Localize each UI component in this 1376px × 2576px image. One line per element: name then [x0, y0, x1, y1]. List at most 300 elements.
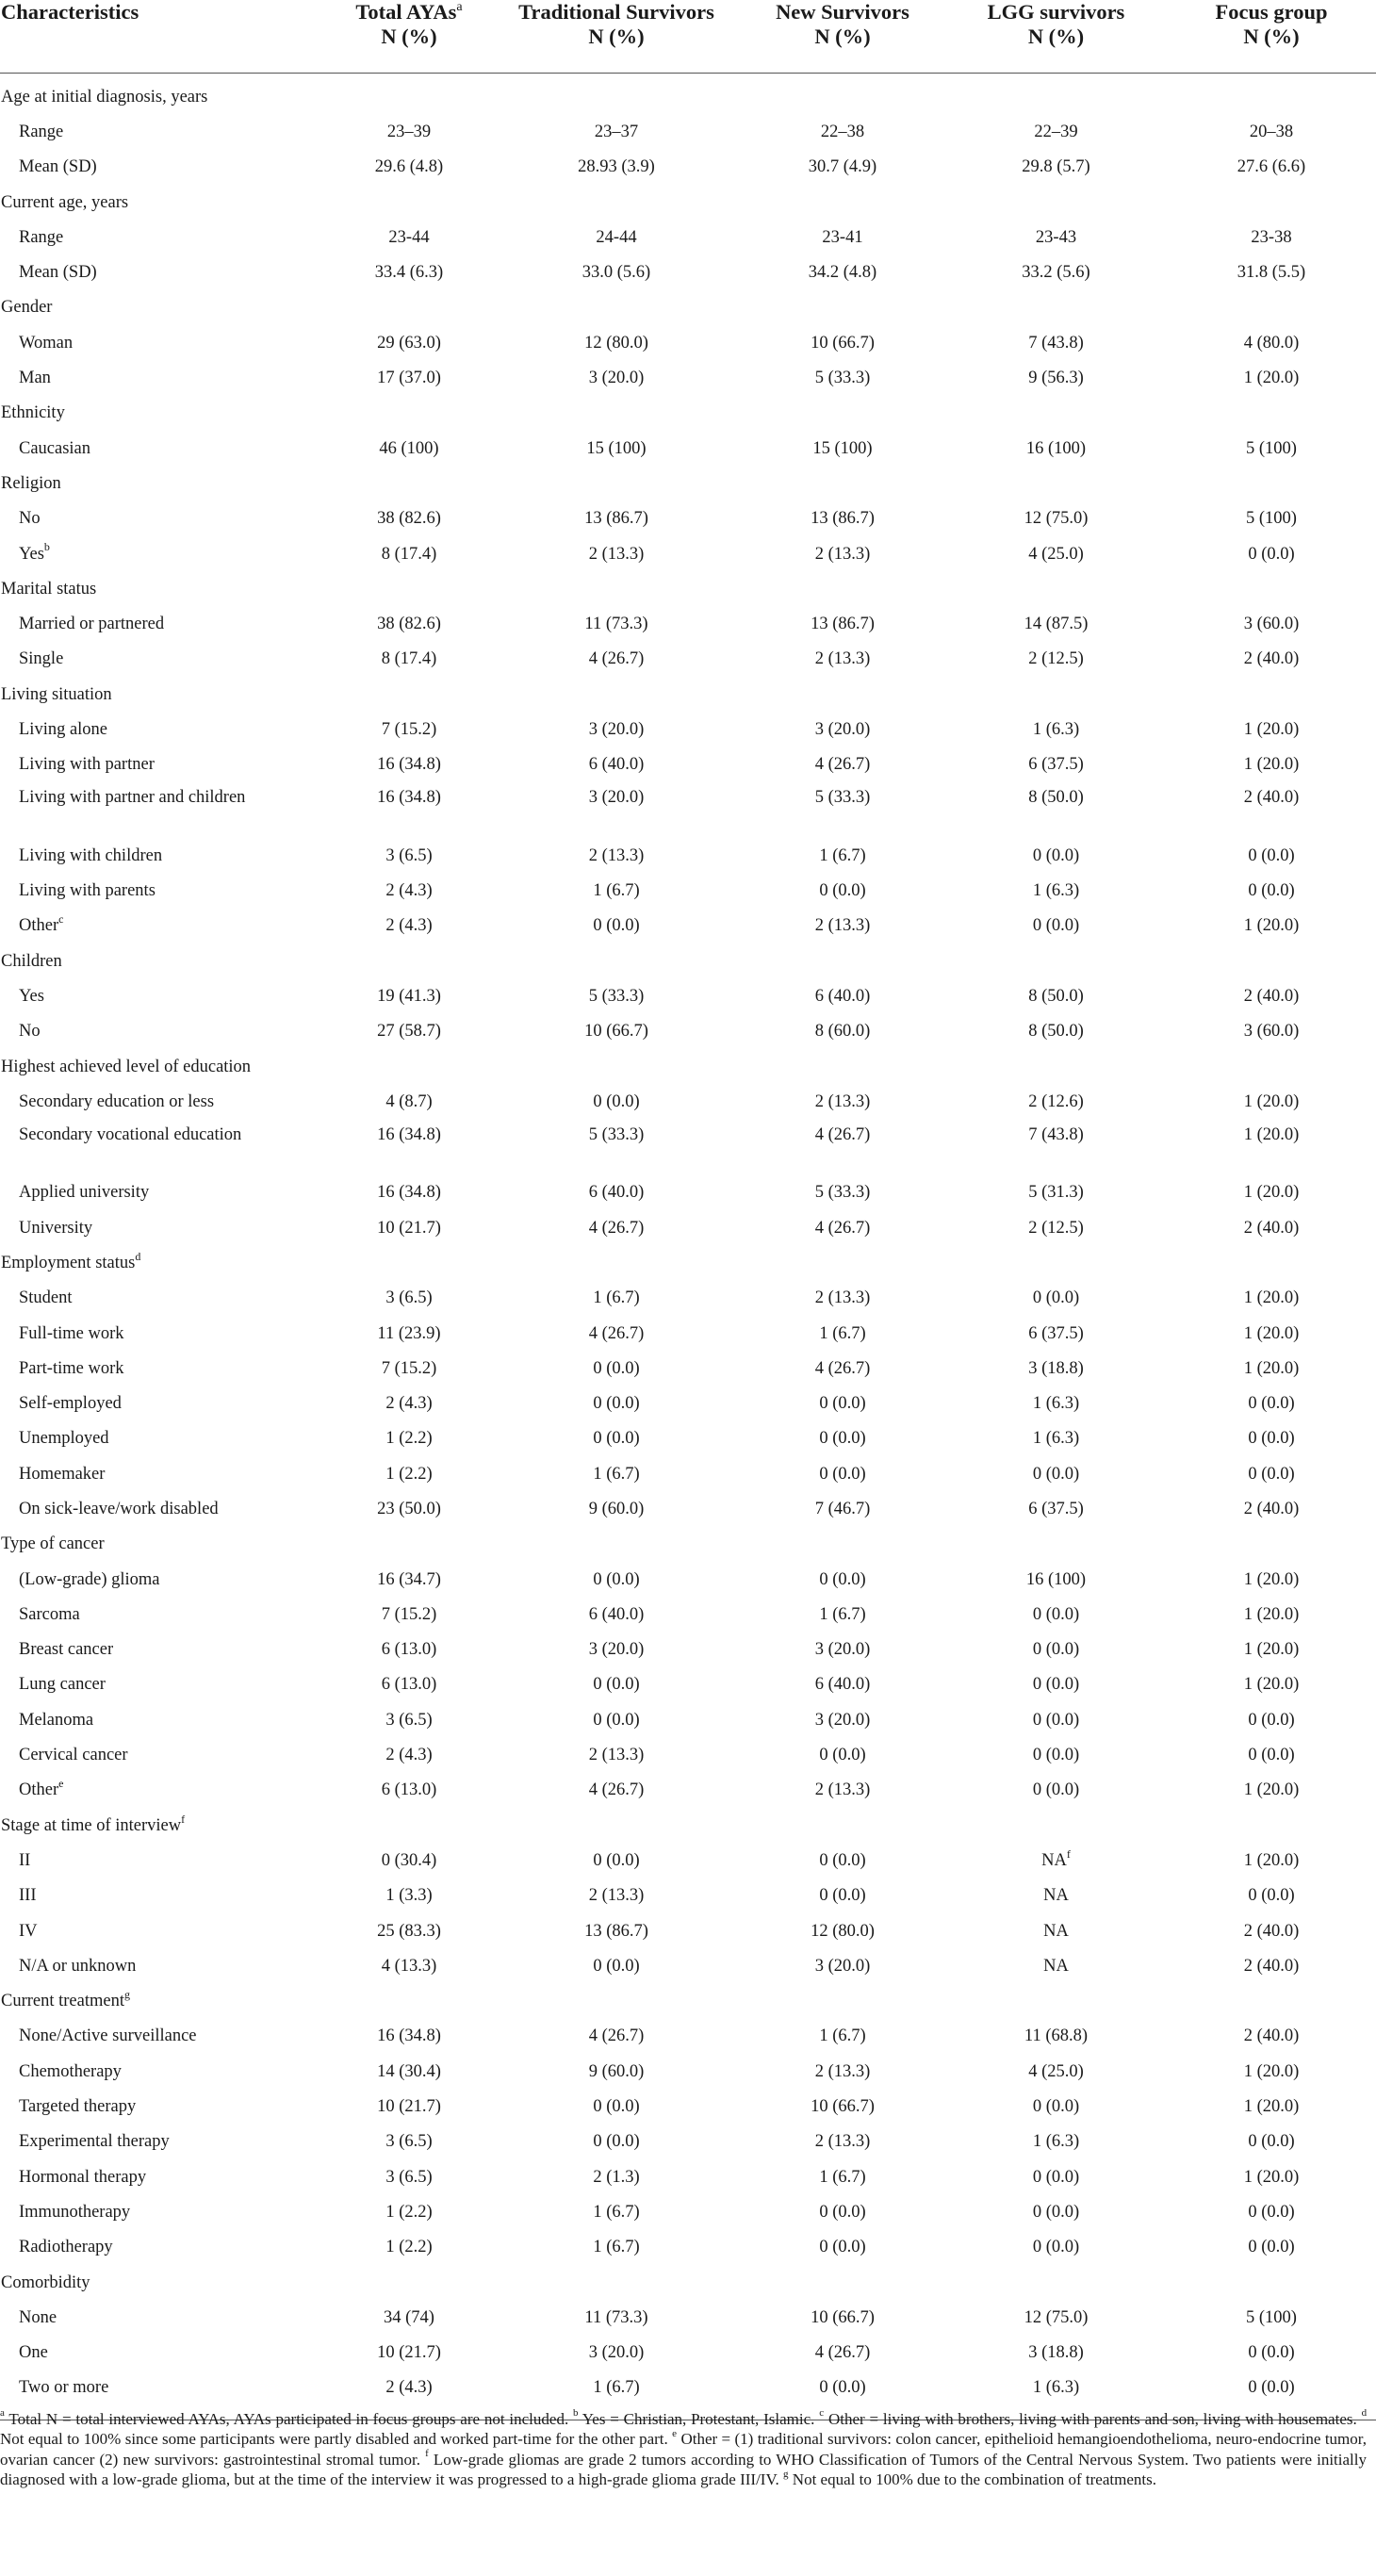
- cell-new: 12 (80.0): [811, 1921, 875, 1941]
- cell-new: 0 (0.0): [819, 1886, 866, 1906]
- cell-new: 3 (20.0): [814, 1710, 871, 1730]
- cell-new: 1 (6.7): [819, 2167, 866, 2187]
- cell-new: 2 (13.3): [814, 2061, 871, 2081]
- cell-lgg: 8 (50.0): [1028, 986, 1084, 1006]
- cell-total: 16 (34.8): [377, 787, 441, 807]
- cell-new: 0 (0.0): [819, 881, 866, 901]
- cell-new: 7 (46.7): [814, 1500, 871, 1518]
- table-row: [0, 150, 1376, 185]
- category-label: Marital status: [1, 579, 97, 599]
- category-row: [0, 1245, 1376, 1280]
- row-label: Immunotherapy: [19, 2202, 131, 2222]
- table-row: [0, 2019, 1376, 2054]
- cell-total: 2 (4.3): [385, 881, 433, 901]
- cell-lgg: 2 (12.5): [1028, 649, 1084, 669]
- cell-traditional: 0 (0.0): [593, 1394, 640, 1414]
- row-label: Range: [19, 227, 64, 247]
- category-label: Current age, years: [1, 192, 129, 212]
- row-label: Yes$^b$: [19, 540, 50, 564]
- cell-focus: 2 (40.0): [1243, 1921, 1300, 1941]
- cell-traditional: 13 (86.7): [584, 509, 648, 529]
- cell-focus: 1 (20.0): [1243, 1675, 1300, 1695]
- cell-total: 8 (17.4): [381, 544, 437, 564]
- cell-traditional: 9 (60.0): [588, 1500, 645, 1518]
- cell-lgg: 29.8 (5.7): [1022, 157, 1090, 177]
- table-row: [0, 642, 1376, 677]
- cell-total: 14 (30.4): [377, 2061, 441, 2081]
- cell-total: 29.6 (4.8): [374, 157, 444, 177]
- category-label: Employment status$^d$: [1, 1249, 141, 1272]
- footnote-f: $^f$ Low-grade gliomas are grade 2 tumors according to WHO Classification of Tumors of the Central Nervous System. Two patients were initially diagnosed with a low-grade glioma, but at the time of the interview it was progressed to a high-grade glioma grade III/IV.: [0, 2448, 1367, 2489]
- cell-lgg: 0 (0.0): [1032, 1604, 1080, 1624]
- cell-new: 23-41: [822, 227, 863, 247]
- cell-lgg: 0 (0.0): [1032, 1464, 1080, 1484]
- cell-traditional: 0 (0.0): [593, 1358, 640, 1378]
- cell-total: 7 (15.2): [381, 1604, 437, 1624]
- table-row: [0, 536, 1376, 571]
- cell-total: 34 (74): [384, 2307, 434, 2327]
- cell-traditional: 6 (40.0): [588, 755, 645, 775]
- row-label: Living with partner and children: [19, 787, 246, 807]
- cell-new: 0 (0.0): [819, 1429, 866, 1449]
- row-label: Experimental therapy: [19, 2132, 170, 2152]
- cell-traditional: 28.93 (3.9): [578, 157, 655, 177]
- cell-total: 2 (4.3): [385, 1746, 433, 1765]
- category-row: [0, 677, 1376, 712]
- row-label: Self-employed: [19, 1394, 122, 1414]
- cell-new: 0 (0.0): [819, 2202, 866, 2222]
- cell-focus: 4 (80.0): [1243, 333, 1300, 353]
- cell-total: 3 (6.5): [385, 2167, 433, 2187]
- cell-traditional: 15 (100): [586, 438, 647, 458]
- row-label: Cervical cancer: [19, 1746, 128, 1765]
- cell-lgg: 8 (50.0): [1028, 787, 1084, 807]
- cell-new: 34.2 (4.8): [808, 263, 877, 283]
- cell-lgg: 3 (18.8): [1028, 1358, 1084, 1378]
- row-label: Range: [19, 122, 64, 141]
- cell-new: 1 (6.7): [819, 1604, 866, 1624]
- cell-focus: 1 (20.0): [1243, 1850, 1300, 1870]
- cell-focus: 1 (20.0): [1243, 719, 1300, 739]
- cell-total: 7 (15.2): [381, 1358, 437, 1378]
- cell-traditional: 1 (6.7): [593, 2202, 640, 2222]
- row-label: Sarcoma: [19, 1604, 80, 1624]
- row-label: Caucasian: [19, 438, 91, 458]
- cell-traditional: 3 (20.0): [588, 2343, 645, 2363]
- table-row: [0, 838, 1376, 873]
- header-new: New Survivors N (%): [740, 0, 945, 74]
- cell-focus: 1 (20.0): [1243, 1124, 1300, 1144]
- cell-new: 2 (13.3): [814, 544, 871, 564]
- cell-lgg: 12 (75.0): [1024, 509, 1089, 529]
- cell-focus: 2 (40.0): [1243, 1218, 1300, 1238]
- cell-lgg: 1 (6.3): [1032, 1394, 1080, 1414]
- cell-focus: 27.6 (6.6): [1237, 157, 1306, 177]
- cell-new: 2 (13.3): [814, 1091, 871, 1111]
- category-label: Comorbidity: [1, 2272, 90, 2292]
- category-row: [0, 185, 1376, 220]
- cell-focus: 1 (20.0): [1243, 2167, 1300, 2187]
- cell-lgg: 0 (0.0): [1032, 1710, 1080, 1730]
- cell-lgg: 33.2 (5.6): [1022, 263, 1090, 283]
- cell-new: 0 (0.0): [819, 1746, 866, 1765]
- cell-traditional: 1 (6.7): [493, 2371, 740, 2420]
- cell-new: 0 (0.0): [819, 1850, 866, 1870]
- row-label: Yes: [19, 986, 44, 1006]
- cell-traditional: 4 (26.7): [588, 1323, 645, 1343]
- cell-lgg: 0 (0.0): [1032, 1675, 1080, 1695]
- cell-new: 2 (13.3): [814, 649, 871, 669]
- table-row: [0, 1633, 1376, 1667]
- cell-new: 4 (26.7): [814, 1124, 871, 1144]
- row-label: Student: [19, 1288, 73, 1308]
- cell-new: 10 (66.7): [811, 333, 875, 353]
- table-row: [0, 978, 1376, 1013]
- cell-lgg: 1 (6.3): [1032, 719, 1080, 739]
- cell-new: 2 (13.3): [814, 916, 871, 936]
- cell-focus: 1 (20.0): [1243, 1640, 1300, 1660]
- row-label: Full-time work: [19, 1323, 124, 1343]
- table-row: [0, 1773, 1376, 1808]
- cell-lgg: 1 (6.3): [1032, 1429, 1080, 1449]
- table-row: [0, 2194, 1376, 2229]
- table-row: [0, 1084, 1376, 1119]
- cell-new: 0 (0.0): [819, 1394, 866, 1414]
- table-row: [0, 712, 1376, 747]
- row-label: Woman: [19, 333, 74, 353]
- cell-lgg: 0 (0.0): [1032, 916, 1080, 936]
- cell-new: 3 (20.0): [814, 1956, 871, 1976]
- cell-new: 8 (60.0): [814, 1022, 871, 1042]
- cell-focus: 0 (0.0): [1248, 1464, 1295, 1484]
- cell-traditional: 5 (33.3): [588, 1124, 645, 1144]
- cell-traditional: 9 (60.0): [588, 2061, 645, 2081]
- table-row: [0, 2300, 1376, 2335]
- category-row: [0, 466, 1376, 500]
- row-label: Other$^e$: [19, 1777, 64, 1800]
- cell-focus: 0 (0.0): [1248, 1429, 1295, 1449]
- row-label: Secondary vocational education: [19, 1124, 242, 1144]
- cell-new: 15 (100): [812, 438, 873, 458]
- cell-focus: 2 (40.0): [1243, 1956, 1300, 1976]
- table-row: [0, 2054, 1376, 2089]
- cell-total: 1 (2.2): [385, 2202, 433, 2222]
- row-label: III: [19, 1886, 37, 1906]
- cell-total: 16 (34.8): [377, 2026, 441, 2046]
- cell-total: 2 (4.3): [385, 1394, 433, 1414]
- cell-focus: 1 (20.0): [1243, 1091, 1300, 1111]
- cell-lgg: 2 (12.6): [1028, 1091, 1084, 1111]
- header-characteristics: Characteristics: [0, 0, 325, 74]
- cell-focus: 0 (0.0): [1248, 1394, 1295, 1414]
- cell-lgg: 0 (0.0): [1032, 1746, 1080, 1765]
- cell-focus: 1 (20.0): [1243, 755, 1300, 775]
- category-label: Current treatment$^g$: [1, 1988, 130, 2011]
- cell-new: 10 (66.7): [811, 2307, 875, 2327]
- cell-lgg: NA: [1043, 1921, 1069, 1941]
- cell-focus: 0 (0.0): [1248, 544, 1295, 564]
- cell-lgg: 12 (75.0): [1024, 2307, 1089, 2327]
- cell-new: 0 (0.0): [819, 1464, 866, 1484]
- cell-new: 6 (40.0): [814, 986, 871, 1006]
- cell-new: 4 (26.7): [814, 755, 871, 775]
- header-total: Total AYAs$^a$ N (%): [325, 0, 493, 74]
- row-label: One: [19, 2343, 48, 2363]
- row-label: Radiotherapy: [19, 2238, 113, 2257]
- cell-focus: 3 (60.0): [1243, 1022, 1300, 1042]
- cell-total: 23 (50.0): [377, 1500, 441, 1518]
- cell-total: 10 (21.7): [377, 2343, 441, 2363]
- row-label: Melanoma: [19, 1710, 94, 1730]
- table-body: [0, 74, 1376, 2420]
- row-label: Living with parents: [19, 881, 156, 901]
- cell-new: 2 (13.3): [814, 1780, 871, 1800]
- row-label: N/A or unknown: [19, 1956, 137, 1976]
- cell-focus: 5 (100): [1246, 509, 1297, 529]
- cell-new: 4 (26.7): [814, 1358, 871, 1378]
- table-row: [0, 2335, 1376, 2370]
- table-row: [0, 2159, 1376, 2194]
- cell-lgg: 9 (56.3): [1028, 369, 1084, 388]
- cell-lgg: 7 (43.8): [1028, 1124, 1084, 1144]
- cell-lgg: 0 (0.0): [1032, 2238, 1080, 2257]
- row-label: Living alone: [19, 719, 108, 739]
- row-label: Breast cancer: [19, 1640, 114, 1660]
- cell-new: 13 (86.7): [811, 615, 875, 634]
- table-row: [0, 1175, 1376, 1210]
- cell-new: 5 (33.3): [814, 369, 871, 388]
- cell-total: 1 (2.2): [385, 2238, 433, 2257]
- row-label: Unemployed: [19, 1429, 109, 1449]
- cell-lgg: $NA^f$: [1041, 1846, 1071, 1870]
- table-row: [0, 1456, 1376, 1491]
- cell-lgg: 1 (6.3): [1032, 2132, 1080, 2152]
- cell-traditional: 12 (80.0): [584, 333, 648, 353]
- cell-traditional: 24-44: [596, 227, 637, 247]
- table-footnotes: [0, 2409, 1367, 2490]
- cell-new: 5 (33.3): [814, 787, 871, 807]
- cell-traditional: 4 (26.7): [588, 1780, 645, 1800]
- row-label: Applied university: [19, 1183, 150, 1203]
- cell-new: 4 (26.7): [814, 1218, 871, 1238]
- cell-lgg: 22–39: [1034, 122, 1078, 141]
- cell-lgg: 6 (37.5): [1028, 1500, 1084, 1518]
- cell-traditional: 0 (0.0): [593, 1710, 640, 1730]
- cell-traditional: 1 (6.7): [593, 2238, 640, 2257]
- cell-focus: 0 (0.0): [1248, 1886, 1295, 1906]
- category-label: Age at initial diagnosis, years: [1, 87, 208, 107]
- table-row: [0, 114, 1376, 149]
- cell-lgg: 4 (25.0): [1028, 544, 1084, 564]
- cell-traditional: 1 (6.7): [593, 1464, 640, 1484]
- cell-traditional: 0 (0.0): [593, 1850, 640, 1870]
- cell-focus: 1 (20.0): [1243, 1183, 1300, 1203]
- category-label: Religion: [1, 473, 61, 493]
- table-row: [0, 909, 1376, 943]
- cell-focus: 1 (20.0): [1243, 1323, 1300, 1343]
- cell-focus: 2 (40.0): [1243, 649, 1300, 669]
- cell-focus: 1 (20.0): [1243, 1604, 1300, 1624]
- cell-new: 3 (20.0): [814, 719, 871, 739]
- cell-total: 8 (17.4): [381, 649, 437, 669]
- footnote-b: $^b$ Yes = Christian, Protestant, Islamic.: [573, 2407, 815, 2428]
- row-label: Living with children: [19, 845, 163, 865]
- table-row: [0, 1737, 1376, 1772]
- cell-focus: 1 (20.0): [1243, 1288, 1300, 1308]
- header-lgg: LGG survivors N (%): [945, 0, 1167, 74]
- cell-lgg: NA: [1043, 1886, 1069, 1906]
- cell-focus: 0 (0.0): [1167, 2371, 1376, 2420]
- cell-focus: 1 (20.0): [1243, 916, 1300, 936]
- cell-lgg: 14 (87.5): [1024, 615, 1089, 634]
- cell-traditional: 3 (20.0): [588, 369, 645, 388]
- category-row: [0, 571, 1376, 606]
- table-row: [0, 1210, 1376, 1245]
- cell-focus: 1 (20.0): [1243, 1358, 1300, 1378]
- row-label: IV: [19, 1921, 38, 1941]
- cell-total: 1 (2.2): [385, 1429, 433, 1449]
- cell-focus: 1 (20.0): [1243, 369, 1300, 388]
- cell-traditional: 13 (86.7): [584, 1921, 648, 1941]
- cell-traditional: 2 (13.3): [588, 1746, 645, 1765]
- table-row: [0, 1491, 1376, 1526]
- table-row: [0, 1843, 1376, 1878]
- cell-focus: 3 (60.0): [1243, 615, 1300, 634]
- cell-lgg: 0 (0.0): [1032, 2202, 1080, 2222]
- category-label: Ethnicity: [1, 403, 65, 423]
- cell-total: 3 (6.5): [385, 845, 433, 865]
- row-label: Living with partner: [19, 755, 155, 775]
- cell-lgg: 0 (0.0): [1032, 2167, 1080, 2187]
- row-label: Single: [19, 649, 64, 669]
- category-row: [0, 290, 1376, 325]
- cell-lgg: 16 (100): [1025, 438, 1087, 458]
- cell-focus: 2 (40.0): [1243, 986, 1300, 1006]
- row-label: Hormonal therapy: [19, 2167, 147, 2187]
- cell-traditional: 5 (33.3): [588, 986, 645, 1006]
- cell-lgg: NA: [1043, 1956, 1069, 1976]
- table-row: [0, 254, 1376, 289]
- cell-total: 7 (15.2): [381, 719, 437, 739]
- cell-focus: 0 (0.0): [1248, 845, 1295, 865]
- cell-new: 1 (6.7): [819, 1323, 866, 1343]
- cell-traditional: 2 (13.3): [588, 845, 645, 865]
- cell-focus: 1 (20.0): [1243, 1569, 1300, 1589]
- row-label: None/Active surveillance: [19, 2026, 197, 2046]
- cell-total: 2 (4.3): [385, 916, 433, 936]
- cell-total: 33.4 (6.3): [374, 263, 444, 283]
- cell-total: 0 (30.4): [381, 1850, 437, 1870]
- cell-traditional: 0 (0.0): [593, 1956, 640, 1976]
- cell-lgg: 0 (0.0): [1032, 1780, 1080, 1800]
- cell-total: 3 (6.5): [385, 1710, 433, 1730]
- category-row: [0, 1049, 1376, 1084]
- cell-traditional: 6 (40.0): [588, 1183, 645, 1203]
- cell-new: 0 (0.0): [819, 1569, 866, 1589]
- cell-total: 19 (41.3): [377, 986, 441, 1006]
- table-row: [0, 1597, 1376, 1632]
- cell-total: 11 (23.9): [377, 1323, 441, 1343]
- table-row: [0, 431, 1376, 466]
- cell-total: 6 (13.0): [381, 1640, 437, 1660]
- cell-lgg: 7 (43.8): [1028, 333, 1084, 353]
- cell-traditional: 0 (0.0): [593, 916, 640, 936]
- row-label: Other$^c$: [19, 912, 64, 936]
- footnote-c: $^c$ Other = living with brothers, living with parents and son, living with housemates.: [819, 2407, 1357, 2428]
- cell-focus: 0 (0.0): [1248, 1746, 1295, 1765]
- cell-total: 6 (13.0): [381, 1675, 437, 1695]
- cell-traditional: 11 (73.3): [584, 2307, 648, 2327]
- footnote-g: $^g$ Not equal to 100% due to the combination of treatments.: [783, 2468, 1156, 2489]
- table-row: [0, 2230, 1376, 2265]
- cell-traditional: 2 (13.3): [588, 1886, 645, 1906]
- cell-new: 1 (6.7): [819, 2026, 866, 2046]
- cell-focus: 0 (0.0): [1248, 2132, 1295, 2152]
- cell-traditional: 0 (0.0): [593, 2132, 640, 2152]
- cell-total: 25 (83.3): [377, 1921, 441, 1941]
- cell-focus: 5 (100): [1246, 2307, 1297, 2327]
- table-row: [0, 360, 1376, 395]
- table-row: [0, 1702, 1376, 1737]
- table-row: [0, 873, 1376, 908]
- cell-lgg: 2 (12.5): [1028, 1218, 1084, 1238]
- cell-total: 10 (21.7): [377, 2097, 441, 2117]
- row-label: None: [19, 2307, 57, 2327]
- cell-focus: 0 (0.0): [1248, 881, 1295, 901]
- cell-new: 0 (0.0): [819, 2238, 866, 2257]
- cell-total: 38 (82.6): [377, 615, 441, 634]
- table-header: [0, 0, 1376, 74]
- table-row: [0, 2125, 1376, 2159]
- cell-new: 5 (33.3): [814, 1183, 871, 1203]
- cell-total: 4 (8.7): [385, 1091, 433, 1111]
- cell-traditional: 3 (20.0): [588, 787, 645, 807]
- cell-traditional: 10 (66.7): [584, 1022, 648, 1042]
- cell-traditional: 6 (40.0): [588, 1604, 645, 1624]
- cell-focus: 0 (0.0): [1248, 2343, 1295, 2363]
- table-row: [0, 1421, 1376, 1456]
- category-label: Living situation: [1, 684, 112, 704]
- cell-total: 16 (34.8): [377, 1124, 441, 1144]
- table-row: [0, 1316, 1376, 1351]
- cell-total: 38 (82.6): [377, 509, 441, 529]
- cell-lgg: 1 (6.3): [945, 2371, 1167, 2420]
- category-row: [0, 943, 1376, 978]
- table-row: [0, 1913, 1376, 1948]
- cell-focus: 23-38: [1251, 227, 1292, 247]
- table-row: [0, 1120, 1376, 1175]
- cell-traditional: 1 (6.7): [593, 1288, 640, 1308]
- category-label: Gender: [1, 298, 53, 318]
- row-label: Mean (SD): [19, 157, 97, 177]
- header-traditional: Traditional Survivors N (%): [493, 0, 740, 74]
- cell-new: 6 (40.0): [814, 1675, 871, 1695]
- header-focus: Focus group N (%): [1167, 0, 1376, 74]
- row-label: (Low-grade) glioma: [19, 1569, 160, 1589]
- cell-traditional: 2 (1.3): [593, 2167, 640, 2187]
- cell-traditional: 1 (6.7): [593, 881, 640, 901]
- footnote-e: $^e$ Other = (1) traditional survivors: colon cancer, epithelioid hemangioendothelioma, neuro-endocrine tumor, ovarian cancer (2) new survivors: gastrointestinal stromal tumor.: [0, 2427, 1368, 2469]
- row-label: Chemotherapy: [19, 2061, 122, 2081]
- cell-lgg: 4 (25.0): [1028, 2061, 1084, 2081]
- cell-focus: 0 (0.0): [1248, 2202, 1295, 2222]
- cell-lgg: 6 (37.5): [1028, 1323, 1084, 1343]
- table-row: [0, 220, 1376, 254]
- cell-focus: 0 (0.0): [1248, 2238, 1295, 2257]
- cell-traditional: 4 (26.7): [588, 1218, 645, 1238]
- cell-new: 2 (13.3): [814, 2132, 871, 2152]
- cell-new: 10 (66.7): [811, 2097, 875, 2117]
